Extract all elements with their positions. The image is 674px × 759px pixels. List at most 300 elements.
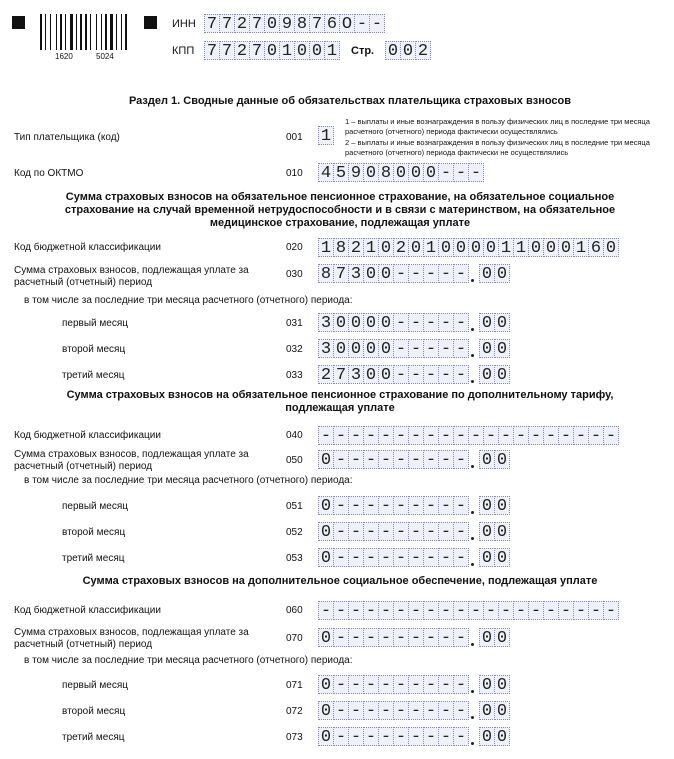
char-cell: 0 (318, 548, 334, 567)
char-cell: - (408, 365, 424, 384)
barcode-bar (101, 14, 102, 50)
char-cell: 2 (318, 365, 334, 384)
char-cell: - (453, 727, 469, 746)
barcode-bar (116, 14, 117, 50)
char-cell: 0 (543, 238, 559, 257)
char-cell: 1 (318, 238, 334, 257)
char-cell: - (438, 496, 454, 515)
char-cell: - (453, 450, 469, 469)
char-cell: - (333, 426, 349, 445)
char-cell: - (543, 426, 559, 445)
page-field[interactable] (385, 41, 430, 60)
char-cell: 1 (423, 238, 439, 257)
char-cell: 0 (348, 313, 364, 332)
char-cell: 2 (234, 41, 250, 60)
char-cell: - (348, 701, 364, 720)
kbk-code: 040 (286, 430, 303, 441)
char-cell: - (453, 522, 469, 541)
barcode-bar (105, 14, 107, 50)
char-cell: - (423, 264, 439, 283)
month-code: 071 (286, 680, 303, 691)
char-cell: - (453, 701, 469, 720)
barcode-bar (45, 14, 46, 50)
char-cell: - (438, 701, 454, 720)
month-int-field[interactable] (318, 727, 468, 746)
month-code: 053 (286, 553, 303, 564)
char-cell: - (393, 365, 409, 384)
month-dec-field[interactable] (479, 496, 509, 515)
char-cell: - (393, 727, 409, 746)
month-int-field[interactable] (318, 339, 468, 358)
char-cell: 0 (468, 238, 484, 257)
char-cell: 3 (318, 339, 334, 358)
char-cell: - (393, 496, 409, 515)
char-cell: 6 (324, 14, 340, 33)
payer-type-label: Тип плательщика (код) (14, 132, 120, 143)
char-cell: 0 (479, 727, 495, 746)
corner-marker-right (144, 16, 157, 29)
barcode-bar (70, 14, 73, 50)
char-cell: 7 (249, 14, 265, 33)
char-cell: - (453, 601, 469, 620)
barcode-bar (76, 14, 77, 50)
month-int-field[interactable] (318, 522, 468, 541)
char-cell: - (438, 339, 454, 358)
char-cell: - (528, 426, 544, 445)
char-cell: 2 (393, 238, 409, 257)
char-cell: 6 (588, 238, 604, 257)
char-cell: - (378, 601, 394, 620)
kpp-label: КПП (172, 45, 195, 57)
char-cell: - (348, 522, 364, 541)
char-cell: - (408, 628, 424, 647)
char-cell: 0 (494, 496, 510, 515)
char-cell: - (423, 628, 439, 647)
char-cell: 0 (294, 41, 310, 60)
sum-code: 050 (286, 455, 303, 466)
char-cell: 0 (363, 365, 379, 384)
char-cell: 0 (479, 339, 495, 358)
char-cell: - (468, 601, 484, 620)
char-cell: 0 (309, 41, 325, 60)
corner-marker-left (12, 16, 25, 29)
char-cell: 0 (558, 238, 574, 257)
barcode-bar (40, 14, 42, 50)
month-code: 072 (286, 706, 303, 717)
char-cell: 1 (573, 238, 589, 257)
char-cell: - (318, 601, 334, 620)
barcode-bar (110, 14, 113, 50)
char-cell: 1 (279, 41, 295, 60)
sum-int-field[interactable] (318, 628, 468, 647)
char-cell: 8 (318, 264, 334, 283)
oktmo-code: 010 (286, 168, 303, 179)
char-cell: 0 (494, 628, 510, 647)
char-cell: 0 (393, 163, 409, 182)
month-label: первый месяц (62, 318, 128, 329)
char-cell: 0 (479, 701, 495, 720)
char-cell: - (408, 701, 424, 720)
month-dec-field[interactable] (479, 522, 509, 541)
char-cell: - (588, 601, 604, 620)
char-cell: - (438, 675, 454, 694)
char-cell: - (363, 675, 379, 694)
char-cell: - (363, 727, 379, 746)
char-cell: 9 (279, 14, 295, 33)
char-cell: - (378, 450, 394, 469)
char-cell: - (363, 496, 379, 515)
decimal-point (471, 354, 474, 357)
char-cell: 0 (378, 313, 394, 332)
kbk-field[interactable] (318, 238, 618, 257)
char-cell: 0 (494, 548, 510, 567)
section-title: Раздел 1. Сводные данные об обязательствах плательщика страховых взносов (128, 95, 572, 107)
char-cell: - (423, 548, 439, 567)
char-cell: - (348, 548, 364, 567)
char-cell: 0 (479, 450, 495, 469)
char-cell: 0 (363, 163, 379, 182)
char-cell: 3 (348, 264, 364, 283)
month-code: 051 (286, 501, 303, 512)
barcode-bar (80, 14, 82, 50)
barcode-bar (121, 14, 122, 50)
block-title: Сумма страховых взносов на дополнительное социальное обеспечение, подлежащая уплате (82, 575, 598, 587)
char-cell: - (378, 522, 394, 541)
month-dec-field[interactable] (479, 727, 509, 746)
char-cell: - (423, 365, 439, 384)
char-cell: - (393, 628, 409, 647)
char-cell: - (333, 496, 349, 515)
char-cell: 0 (438, 238, 454, 257)
months-label: в том числе за последние три месяца расчетного (отчетного) периода: (24, 475, 353, 486)
char-cell: 7 (219, 41, 235, 60)
month-int-field[interactable] (318, 365, 468, 384)
char-cell: - (453, 496, 469, 515)
month-label: третий месяц (62, 370, 125, 381)
sum-code: 070 (286, 633, 303, 644)
char-cell: - (333, 628, 349, 647)
char-cell: - (333, 727, 349, 746)
char-cell: 0 (494, 339, 510, 358)
barcode-bar (125, 14, 127, 50)
char-cell: - (408, 339, 424, 358)
char-cell: 5 (333, 163, 349, 182)
char-cell: - (408, 450, 424, 469)
char-cell: - (603, 426, 619, 445)
char-cell: - (423, 727, 439, 746)
oktmo-field[interactable] (318, 163, 483, 182)
char-cell: - (393, 522, 409, 541)
inn-label: ИНН (172, 18, 196, 30)
char-cell: 0 (494, 522, 510, 541)
month-code: 032 (286, 344, 303, 355)
inn-field[interactable] (204, 14, 384, 33)
char-cell: 0 (363, 313, 379, 332)
sum-label: Сумма страховых взносов, подлежащая уплате за расчетный (отчетный) период (14, 265, 249, 288)
char-cell: 7 (309, 14, 325, 33)
kbk-code: 060 (286, 605, 303, 616)
kbk-field[interactable] (318, 426, 618, 445)
char-cell: - (438, 628, 454, 647)
char-cell: 1 (324, 41, 340, 60)
month-code: 052 (286, 527, 303, 538)
barcode-number-1: 1620 (55, 52, 73, 61)
char-cell: 0 (479, 264, 495, 283)
char-cell: 0 (479, 548, 495, 567)
decimal-point (471, 511, 474, 514)
char-cell: - (573, 426, 589, 445)
char-cell: 7 (204, 14, 220, 33)
month-label: второй месяц (62, 344, 126, 355)
char-cell: 9 (348, 163, 364, 182)
months-label: в том числе за последние три месяца расчетного (отчетного) периода: (24, 295, 353, 306)
char-cell: - (423, 701, 439, 720)
char-cell: - (354, 14, 370, 33)
char-cell: - (333, 601, 349, 620)
month-dec-field[interactable] (479, 548, 509, 567)
decimal-point (471, 380, 474, 383)
month-int-field[interactable] (318, 496, 468, 515)
month-dec-field[interactable] (479, 339, 509, 358)
char-cell: - (333, 675, 349, 694)
char-cell: - (363, 426, 379, 445)
char-cell: - (453, 264, 469, 283)
char-cell: - (378, 548, 394, 567)
kpp-field[interactable] (204, 41, 339, 60)
char-cell: 0 (453, 238, 469, 257)
block-title: Сумма страховых взносов на обязательное пенсионное страхование, на обязательное социальное страхование на случай временной нетрудоспособности и в связи с материнством, на обязательное медицинское страхование, подлежащая уплате (64, 191, 616, 229)
month-dec-field[interactable] (479, 365, 509, 384)
barcode-bar (90, 14, 91, 50)
char-cell: - (498, 601, 514, 620)
month-dec-field[interactable] (479, 701, 509, 720)
char-cell: - (438, 426, 454, 445)
month-label: первый месяц (62, 680, 128, 691)
char-cell: - (573, 601, 589, 620)
char-cell: - (603, 601, 619, 620)
char-cell: - (498, 426, 514, 445)
kbk-field[interactable] (318, 601, 618, 620)
char-cell: - (393, 675, 409, 694)
payer-type-note-1: 1 – выплаты и иные вознаграждения в пользу физических лиц в последние три месяца расчетного (отчетного) периода фактически осуществлялись (345, 117, 650, 136)
char-cell: - (453, 426, 469, 445)
char-cell: - (453, 163, 469, 182)
barcode-bar (65, 14, 66, 50)
char-cell: - (513, 601, 529, 620)
char-cell: 7 (219, 14, 235, 33)
char-cell: - (423, 675, 439, 694)
char-cell: 0 (494, 675, 510, 694)
char-cell: 4 (318, 163, 334, 182)
char-cell: - (363, 450, 379, 469)
sum-code: 030 (286, 269, 303, 280)
char-cell: 0 (408, 163, 424, 182)
char-cell: 0 (483, 238, 499, 257)
payer-type-code: 001 (286, 132, 303, 143)
char-cell: - (423, 313, 439, 332)
char-cell: 1 (318, 126, 334, 145)
month-int-field[interactable] (318, 548, 468, 567)
char-cell: - (423, 496, 439, 515)
block-title: Сумма страховых взносов на обязательное пенсионное страхование по дополнительному тарифу, подлежащая уплате (66, 389, 614, 414)
char-cell: 0 (494, 365, 510, 384)
month-label: третий месяц (62, 732, 125, 743)
char-cell: 7 (249, 41, 265, 60)
char-cell: - (453, 313, 469, 332)
char-cell: 0 (378, 264, 394, 283)
decimal-point (471, 328, 474, 331)
char-cell: 7 (333, 264, 349, 283)
char-cell: 0 (494, 701, 510, 720)
char-cell: 7 (204, 41, 220, 60)
month-code: 033 (286, 370, 303, 381)
char-cell: - (438, 601, 454, 620)
char-cell: - (408, 548, 424, 567)
char-cell: 8 (294, 14, 310, 33)
month-dec-field[interactable] (479, 313, 509, 332)
char-cell: 0 (494, 450, 510, 469)
kbk-label: Код бюджетной классификации (14, 242, 161, 253)
char-cell: 0 (363, 339, 379, 358)
sum-int-field[interactable] (318, 264, 468, 283)
char-cell: - (438, 365, 454, 384)
char-cell: - (378, 496, 394, 515)
char-cell: - (588, 426, 604, 445)
char-cell: - (558, 601, 574, 620)
month-int-field[interactable] (318, 701, 468, 720)
char-cell: 0 (333, 339, 349, 358)
char-cell: - (393, 339, 409, 358)
barcode-bar (56, 14, 57, 50)
char-cell: - (348, 601, 364, 620)
sum-dec-field[interactable] (479, 628, 509, 647)
char-cell: - (393, 701, 409, 720)
char-cell: - (438, 450, 454, 469)
char-cell: - (438, 727, 454, 746)
payer-type-field[interactable] (318, 126, 333, 145)
char-cell: 0 (494, 313, 510, 332)
char-cell: - (438, 522, 454, 541)
month-code: 031 (286, 318, 303, 329)
char-cell: 0 (363, 264, 379, 283)
char-cell: - (408, 522, 424, 541)
char-cell: - (378, 727, 394, 746)
month-code: 073 (286, 732, 303, 743)
decimal-point (471, 279, 474, 282)
month-label: второй месяц (62, 706, 126, 717)
char-cell: 0 (479, 628, 495, 647)
decimal-point (471, 563, 474, 566)
month-int-field[interactable] (318, 313, 468, 332)
decimal-point (471, 742, 474, 745)
char-cell: - (318, 426, 334, 445)
char-cell: 3 (318, 313, 334, 332)
sum-dec-field[interactable] (479, 450, 509, 469)
char-cell: 0 (378, 339, 394, 358)
char-cell: 0 (603, 238, 619, 257)
char-cell: 0 (318, 496, 334, 515)
char-cell: - (468, 163, 484, 182)
char-cell: - (483, 601, 499, 620)
char-cell: - (378, 628, 394, 647)
oktmo-label: Код по ОКТМО (14, 168, 84, 179)
char-cell: 0 (494, 727, 510, 746)
sum-int-field[interactable] (318, 450, 468, 469)
char-cell: - (513, 426, 529, 445)
char-cell: - (423, 522, 439, 541)
char-cell: - (423, 601, 439, 620)
kbk-label: Код бюджетной классификации (14, 430, 161, 441)
char-cell: 2 (234, 14, 250, 33)
char-cell: - (363, 701, 379, 720)
char-cell: - (438, 163, 454, 182)
kbk-label: Код бюджетной классификации (14, 605, 161, 616)
char-cell: - (333, 450, 349, 469)
char-cell: 1 (363, 238, 379, 257)
char-cell: - (348, 727, 364, 746)
char-cell: 0 (479, 522, 495, 541)
char-cell: - (393, 450, 409, 469)
char-cell: 7 (333, 365, 349, 384)
barcode-bar (85, 14, 87, 50)
char-cell: - (408, 601, 424, 620)
char-cell: - (543, 601, 559, 620)
char-cell: 0 (423, 163, 439, 182)
char-cell: - (348, 426, 364, 445)
char-cell: 0 (318, 701, 334, 720)
char-cell: - (393, 601, 409, 620)
char-cell: - (408, 675, 424, 694)
char-cell: - (348, 675, 364, 694)
char-cell: 3 (348, 365, 364, 384)
sum-dec-field[interactable] (479, 264, 509, 283)
barcode-bar (96, 14, 97, 50)
char-cell: - (348, 496, 364, 515)
char-cell: - (333, 522, 349, 541)
char-cell: - (438, 264, 454, 283)
sum-label: Сумма страховых взносов, подлежащая уплате за расчетный (отчетный) период (14, 627, 249, 650)
char-cell: - (408, 426, 424, 445)
char-cell: - (453, 365, 469, 384)
month-int-field[interactable] (318, 675, 468, 694)
char-cell: - (423, 339, 439, 358)
char-cell: - (369, 14, 385, 33)
char-cell: - (483, 426, 499, 445)
char-cell: - (363, 601, 379, 620)
month-label: третий месяц (62, 553, 125, 564)
char-cell: - (558, 426, 574, 445)
char-cell: 2 (415, 41, 431, 60)
char-cell: - (423, 426, 439, 445)
decimal-point (471, 537, 474, 540)
char-cell: - (348, 628, 364, 647)
char-cell: 0 (400, 41, 416, 60)
char-cell: - (408, 727, 424, 746)
char-cell: - (408, 313, 424, 332)
char-cell: 0 (318, 675, 334, 694)
barcode-number-2: 5024 (96, 52, 114, 61)
char-cell: 0 (378, 365, 394, 384)
month-label: второй месяц (62, 527, 126, 538)
char-cell: 8 (378, 163, 394, 182)
char-cell: 0 (385, 41, 401, 60)
char-cell: - (363, 522, 379, 541)
char-cell: - (453, 548, 469, 567)
char-cell: - (333, 701, 349, 720)
char-cell: - (378, 426, 394, 445)
months-label: в том числе за последние три месяца расчетного (отчетного) периода: (24, 655, 353, 666)
month-dec-field[interactable] (479, 675, 509, 694)
